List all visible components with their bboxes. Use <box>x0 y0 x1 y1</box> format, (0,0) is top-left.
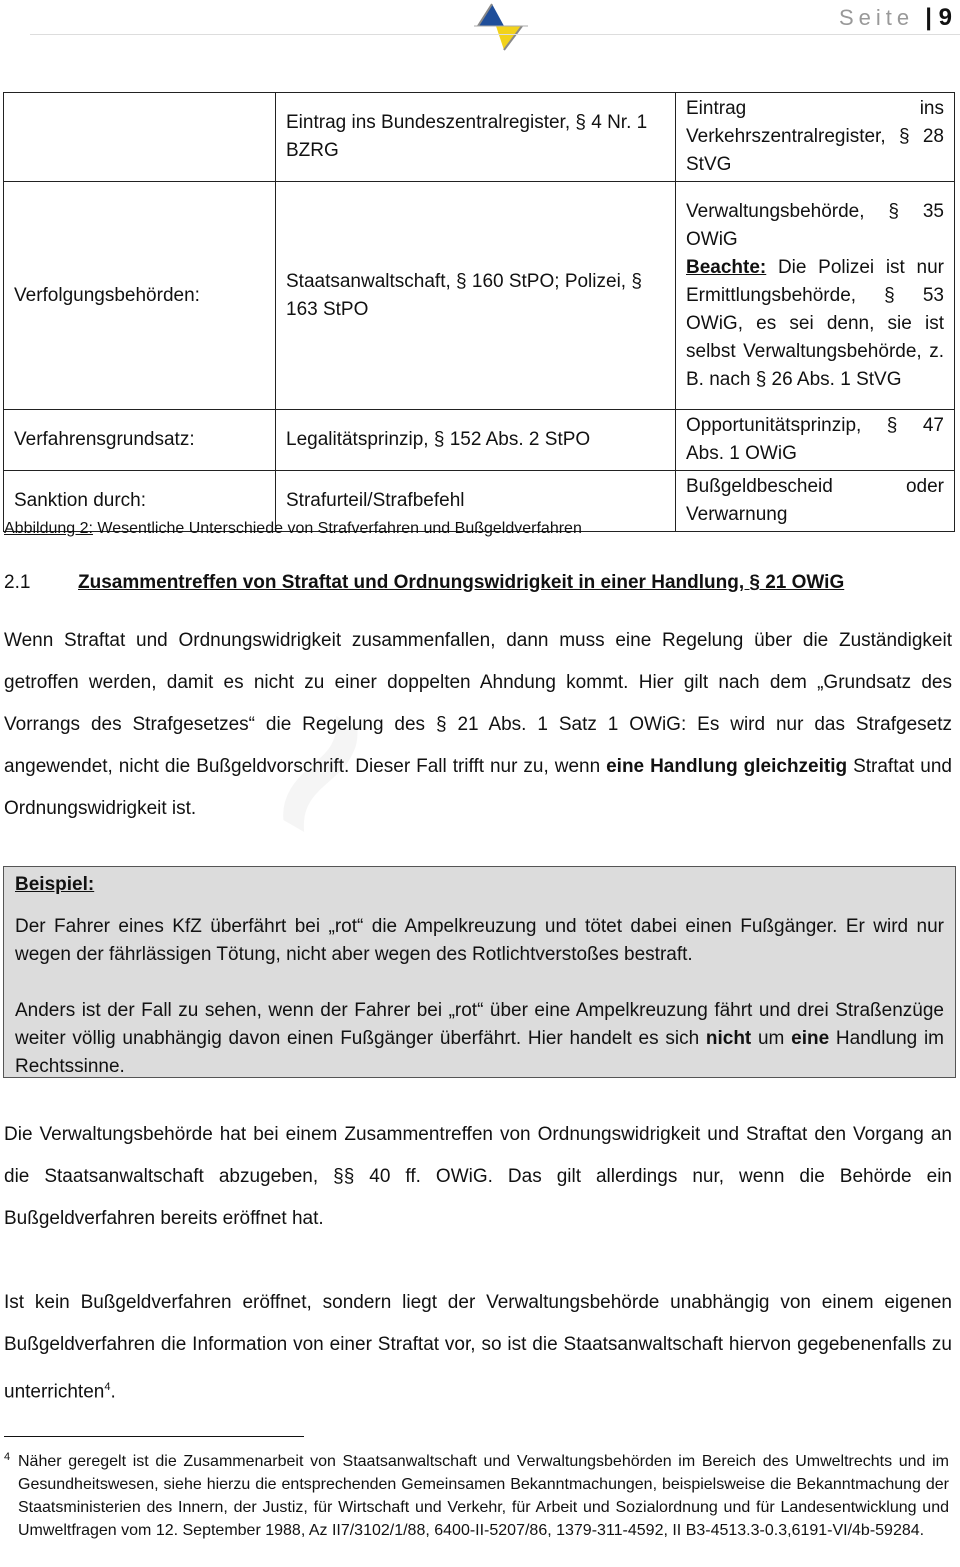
text: Anders ist der Fall zu sehen, wenn der Fahrer bei „rot“ über eine Ampelkreuzung fährt und drei Straßenzüge weiter völlig unabhängig davon einen Fußgänger überfährt. Hier handelt es sich <box>15 1000 944 1049</box>
table-cell: Verfolgungsbehörden: <box>4 182 276 410</box>
text: Handlung im Rechtssinne. <box>15 1028 945 1077</box>
table-cell <box>676 182 955 410</box>
paragraph <box>4 620 952 830</box>
table-cell: Legalitätsprinzip, § 152 Abs. 2 StPO <box>276 410 676 471</box>
text: . <box>110 1381 116 1403</box>
section-title: Zusammentreffen von Straftat und Ordnungswidrigkeit in einer Handlung, § 21 OWiG <box>78 572 845 593</box>
example-paragraph: Der Fahrer eines KfZ überfährt bei „rot“ die Ampelkreuzung und tötet dabei einen Fußgänger. Er wird nur wegen der fährlässigen Tötung, nicht aber wegen des Rotlichtverstoßes bestraft. <box>15 916 944 965</box>
table-cell: Bußgeldbescheid oder Verwarnung <box>676 471 955 532</box>
bold-text: eine Handlung gleichzeitig <box>606 756 848 777</box>
footnote-number: 4 <box>4 1451 11 1463</box>
caption-text: Wesentliche Unterschiede von Strafverfahren und Bußgeldverfahren <box>92 520 582 537</box>
section-number: 2.1 <box>4 572 31 593</box>
footnote-text: Näher geregelt ist die Zusammenarbeit von Staatsanwaltschaft und Verwaltungsbehörden im Bereich des Umweltrechts und im Gesundheitswesen, siehe hierzu die entsprechenden Gemeinsamen Bekanntmachungen, beispielsweise die Bekanntmachung der Staatsministerien des Innern, der Justiz, für Wirtschaft und Verkehr, für Arbeit und Sozialordnung und für Landesentwicklung und Umweltfragen vom 12. September 1988, Az II7/3102/1/88, 6400-II-5207/86, 1379-311-4592, II B3-4513.3-0.3,6191-VI/4b-59284. <box>18 1453 949 1539</box>
table-cell <box>4 93 276 182</box>
table-cell: Eintrag ins Verkehrszentralregister, § 28 StVG <box>676 93 955 182</box>
table-cell: Opportunitätsprinzip, § 47 Abs. 1 OWiG <box>676 410 955 471</box>
table-cell: Staatsanwaltschaft, § 160 StPO; Polizei, § 163 StPO <box>276 182 676 410</box>
section-heading <box>4 572 845 594</box>
text: Straftat und Ordnungswidrigkeit ist. <box>4 756 952 819</box>
page-number: Seite | 9 <box>838 4 952 31</box>
example-paragraph <box>15 997 944 1081</box>
table-row <box>4 410 955 471</box>
table-cell: Verfahrensgrundsatz: <box>4 410 276 471</box>
note-text: Die Polizei ist nur Ermittlungsbehörde, § 53 OWiG, es sei denn, sie ist selbst Verwaltungsbehörde, z. B. nach § 26 Abs. 1 StVG <box>686 256 944 390</box>
figure-caption <box>4 520 582 538</box>
page-number-value: 9 <box>938 4 952 31</box>
table-cell: Sanktion durch: <box>4 471 276 532</box>
text: Ist kein Bußgeldverfahren eröffnet, sondern liegt der Verwaltungsbehörde unabhängig von einem eigenen Bußgeldverfahren die Information von einer Straftat vor, so ist die Staatsanwaltschaft hiervon gegebenenfalls zu unterrichten <box>4 1292 952 1403</box>
logo-icon <box>474 2 530 52</box>
comparison-table <box>3 92 955 532</box>
table-cell: Eintrag ins Bundeszentralregister, § 4 Nr. 1 BZRG <box>276 93 676 182</box>
header-divider <box>30 34 960 35</box>
table-cell: Strafurteil/Strafbefehl <box>276 471 676 532</box>
example-box <box>3 866 956 1078</box>
paragraph <box>4 1282 952 1413</box>
table-row <box>4 182 955 410</box>
footnote-divider <box>4 1436 304 1437</box>
table-row <box>4 93 955 182</box>
footnote <box>4 1450 949 1542</box>
caption-label: Abbildung 2: <box>4 520 93 537</box>
text: um <box>751 1028 792 1049</box>
footnote-ref[interactable]: 4 <box>104 1381 111 1393</box>
note-label: Beachte: <box>686 256 767 278</box>
paragraph: Die Verwaltungsbehörde hat bei einem Zusammentreffen von Ordnungswidrigkeit und Straftat den Vorgang an die Staatsanwaltschaft abzugeben, §§ 40 ff. OWiG. Das gilt allerdings nur, wenn die Behörde ein Bußgeldverfahren bereits eröffnet hat. <box>4 1124 952 1229</box>
page-label: Seite <box>838 5 915 30</box>
cell-text: Verwaltungsbehörde, § 35 OWiG <box>686 200 944 250</box>
bold-text: nicht <box>705 1028 752 1049</box>
bold-text: eine <box>791 1028 830 1049</box>
text: Wenn Straftat und Ordnungswidrigkeit zusammenfallen, dann muss eine Regelung über die Zuständigkeit getroffen werden, damit es nicht zu einer doppelten Ahndung kommt. Hier gilt nach dem „Grundsatz des Vorrangs des Strafgesetzes“ die Regelung des § 21 Abs. 1 Satz 1 OWiG: Es wird nur das Strafgesetz angewendet, nicht die Bußgeldvorschrift. Dieser Fall trifft nur zu, wenn <box>4 630 952 777</box>
example-heading: Beispiel: <box>15 874 95 895</box>
